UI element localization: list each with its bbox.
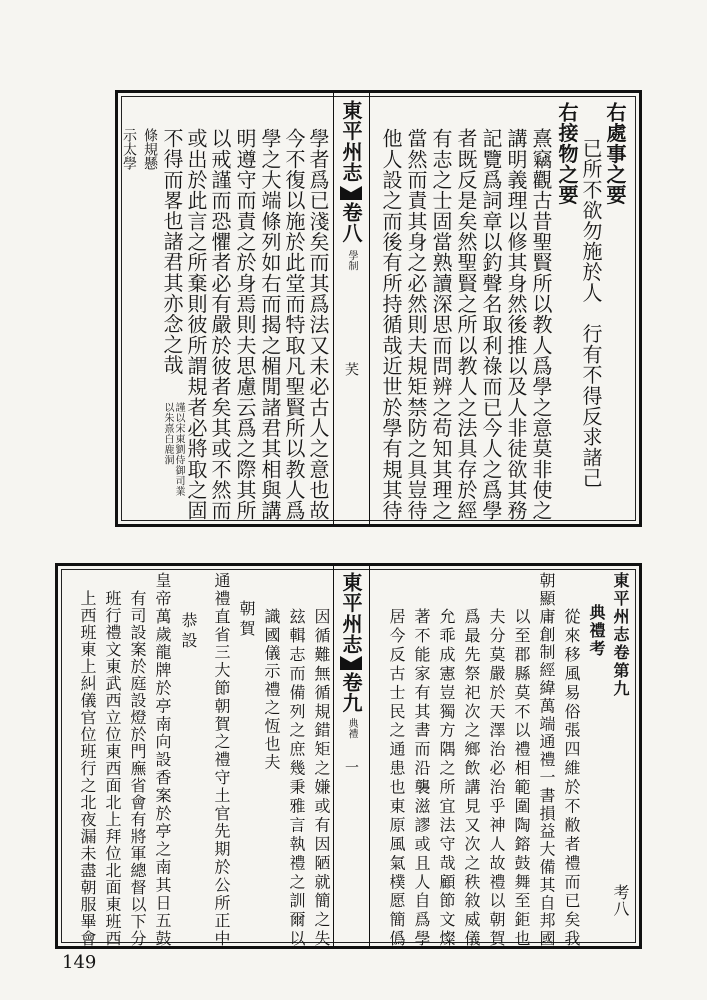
text-column: 有志之士固當熟讀深思而問辨之苟知其理之 — [429, 128, 453, 520]
banxin-section: 學制 — [346, 250, 357, 271]
text-column: 皇帝萬歲龍牌於亭南向設香案於亭之南其日五鼓 — [153, 572, 172, 946]
text-column: 講明義理以修其身然後推以及人非徒欲其務 — [504, 128, 528, 520]
text-column: 允乖成憲豈獨方隅之所宜法守哉顧節文燦 — [437, 608, 456, 946]
text-column: 今不復以施於此堂而特取凡聖賢所以教人爲 — [282, 128, 306, 520]
chapter-title: 東平州志卷第九 — [611, 572, 630, 698]
text-column: 爲最先祭祀次之鄉飲講見又次之秩敘威儀 — [462, 608, 481, 946]
text-column: 班行禮文東武西立位東西面北上拜位北面東班西 — [103, 590, 122, 946]
annotation-line: 謹以宋東劉侍御司業 — [173, 402, 184, 497]
text-column: 示太學 — [121, 128, 137, 170]
page-number: 149 — [62, 952, 97, 973]
section-heading: 右接物之要 — [555, 102, 579, 205]
annotation-line: 以朱熹白鹿洞 — [162, 402, 173, 465]
banxin-title: 東平州志 — [339, 100, 363, 183]
text-column: 學之大端條列如右而揭之楣閒諸君其相與講 — [258, 128, 282, 520]
text-column: 上西班東上糾儀官位班行之北夜漏未盡朝服畢會 — [78, 590, 97, 946]
text-column: 學者爲已淺矣而其爲法又未必古人之意也故 — [306, 128, 330, 520]
banxin-folio: 芺 — [343, 362, 359, 376]
text-column: 或出於此言之所棄則彼所謂規者必將取之固 — [184, 128, 208, 520]
banxin-volume: 卷九 — [339, 672, 363, 714]
text-column: 玆輯志而備列之庶幾秉雅言執禮之訓爾以 — [287, 608, 306, 946]
banxin-folio: 一 — [343, 760, 359, 774]
banxin-section: 典禮 — [346, 718, 357, 739]
text-column: 以戒謹而恐懼者必有嚴於彼者矣其或不然而 — [208, 128, 232, 520]
section-heading: 典禮考 — [587, 604, 606, 658]
text-column: 已所不欲勿施於人 行有不得反求諸己 — [579, 138, 603, 489]
text-column: 記覽爲詞章以釣聲名取利祿而已今人之爲學 — [479, 128, 503, 520]
text-column: 通禮直省三大節朝賀之禮守土官先期於公所正中 — [212, 572, 231, 946]
text-column: 識國儀示禮之恆也夫 — [262, 608, 281, 772]
text-column: 從來移風易俗張四維於不敝者禮而已矣我 — [562, 608, 581, 946]
text-column: 以至郡縣莫不以禮相範圍陶鎔鼓舞至鉅也 — [512, 608, 531, 946]
text-column: 者既反是矣然聖賢之所以教人之法具存於經 — [454, 128, 478, 520]
bottom-banxin-right-line — [369, 566, 370, 946]
text-column: 恭設 — [179, 612, 198, 652]
text-column: 夫分莫嚴於天澤治必治乎神人故禮以朝賀 — [487, 608, 506, 946]
text-column: 他人設之而後有所持循哉近世於學有規其待 — [379, 128, 403, 520]
text-column: 有司設案於庭設燈於門廡省會有將軍總督以下分 — [128, 590, 147, 946]
section-heading: 右處事之要 — [603, 102, 627, 205]
banxin-title: 東平州志 — [339, 572, 363, 655]
text-column: 因循難無循規錯矩之嫌或有因陋就簡之失 — [312, 608, 331, 946]
text-column: 熹竊觀古昔聖賢所以教人爲學之意莫非使之 — [529, 128, 553, 520]
text-column: 條規懸 — [142, 128, 158, 170]
text-column: 明遵守而責之於身焉則夫思慮云爲之際其所 — [233, 128, 257, 520]
text-column: 朝顯庸創制經緯萬端通禮一書損益大備其自邦國 — [537, 572, 556, 946]
text-column: 不得而畧也諸君其亦念之哉 — [160, 128, 184, 376]
text-column: 當然而責其身之必然則夫規矩禁防之具豈待 — [404, 128, 428, 520]
banxin-volume: 卷八 — [339, 202, 363, 244]
chapter-category: 考八 — [611, 884, 630, 917]
bottom-banxin-left-line — [333, 566, 334, 946]
section-heading: 朝賀 — [237, 600, 256, 640]
top-banxin-right-line — [369, 93, 370, 524]
top-banxin-left-line — [333, 93, 334, 524]
text-column: 居今反古士民之通患也東原風氣樸愿簡僞 — [387, 608, 406, 946]
text-column: 著不能家有其書而沿襲滋謬或且人自爲學 — [412, 608, 431, 946]
